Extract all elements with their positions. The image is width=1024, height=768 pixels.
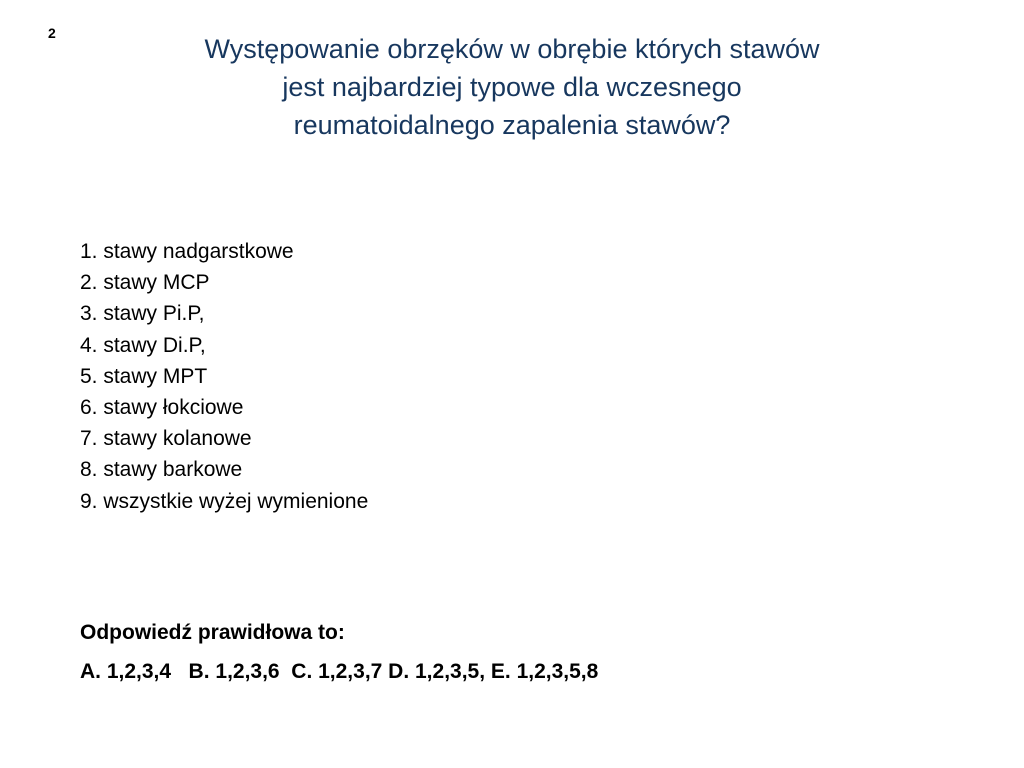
option-item: 7. stawy kolanowe bbox=[80, 427, 252, 451]
answer-choices: A. 1,2,3,4 B. 1,2,3,6 C. 1,2,3,7 D. 1,2,3,5, E. 1,2,3,5,8 bbox=[80, 660, 599, 683]
option-item: 8. stawy barkowe bbox=[80, 458, 243, 482]
option-item: 9. wszystkie wyżej wymienione bbox=[80, 489, 369, 513]
option-item: 3. stawy Pi.P, bbox=[80, 302, 205, 326]
options-list bbox=[80, 236, 368, 517]
slide-title-line: Występowanie obrzęków w obrębie których stawów bbox=[204, 34, 820, 64]
option-item: 5. stawy MPT bbox=[80, 364, 208, 388]
slide-title bbox=[120, 30, 904, 144]
slide-number: 2 bbox=[48, 25, 56, 41]
slide-title-line: reumatoidalnego zapalenia stawów? bbox=[293, 110, 731, 140]
slide-title-line: jest najbardziej typowe dla wczesnego bbox=[282, 72, 742, 102]
answer-block bbox=[80, 613, 598, 691]
option-item: 2. stawy MCP bbox=[80, 271, 210, 295]
answer-prompt: Odpowiedź prawidłowa to: bbox=[80, 621, 345, 644]
option-item: 1. stawy nadgarstkowe bbox=[80, 240, 294, 263]
option-item: 4. stawy Di.P, bbox=[80, 333, 206, 357]
option-item: 6. stawy łokciowe bbox=[80, 396, 244, 420]
